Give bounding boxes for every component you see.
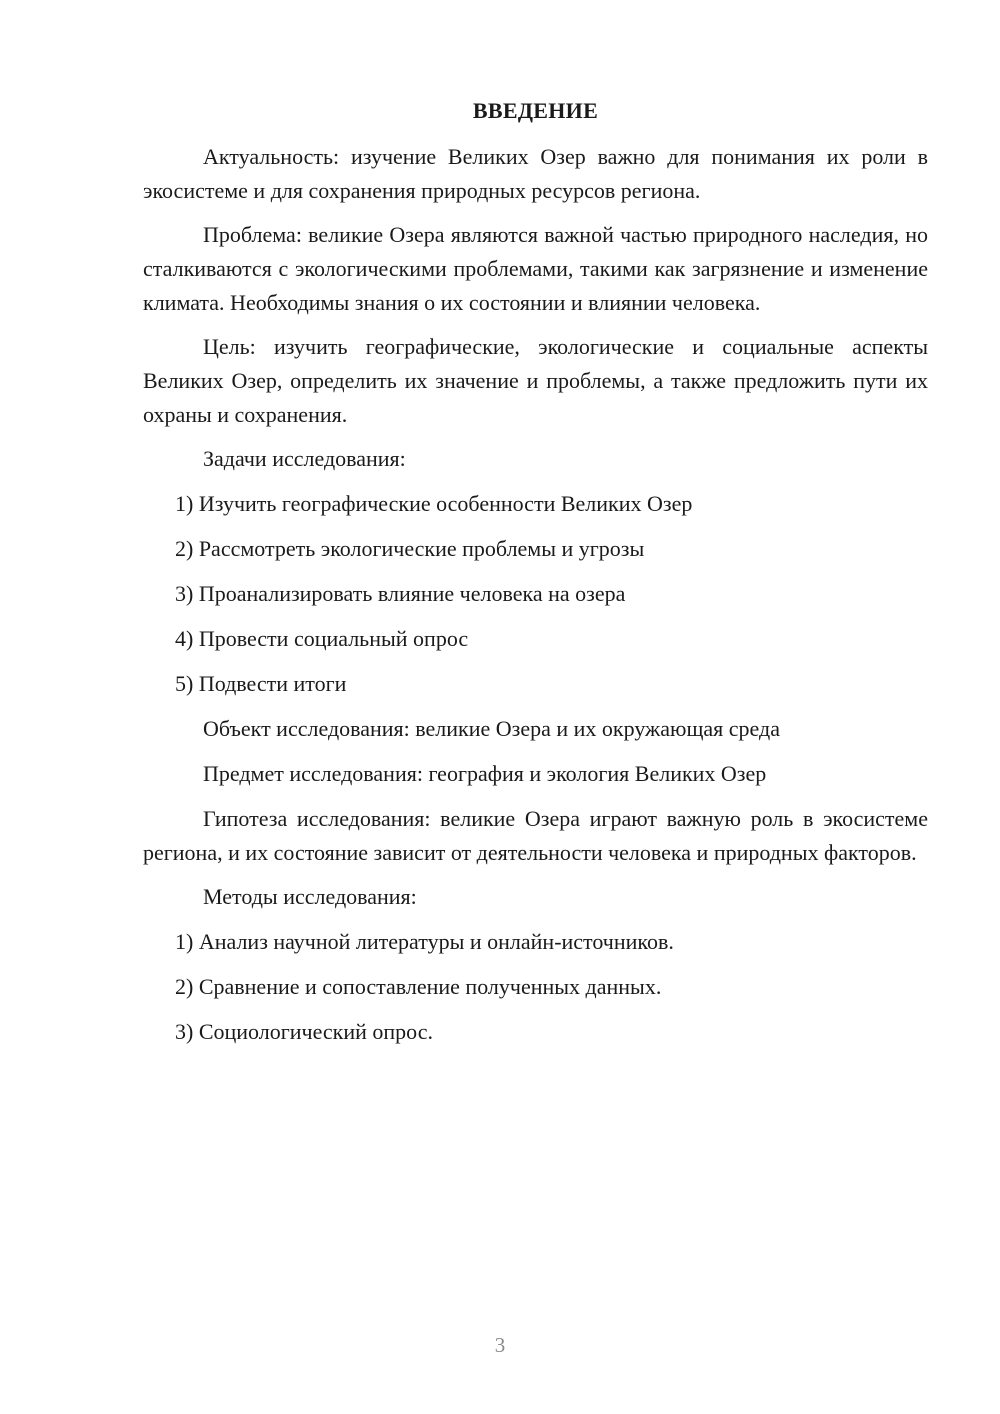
task-item: 2) Рассмотреть экологические проблемы и угрозы <box>175 536 645 561</box>
task-item: 4) Провести социальный опрос <box>175 626 469 651</box>
task-item: 3) Проанализировать влияние человека на озера <box>175 581 626 606</box>
research-subject: Предмет исследования: география и экология Великих Озер <box>203 761 767 786</box>
hypothesis-paragraph: Гипотеза исследования: великие Озера играют важную роль в экосистеме региона, и их состояние зависит от деятельности человека и природных факторов. <box>143 806 928 865</box>
tasks-list <box>143 487 928 701</box>
method-item: 1) Анализ научной литературы и онлайн-источников. <box>175 929 674 954</box>
task-item: 5) Подвести итоги <box>175 671 347 696</box>
document-body <box>143 96 928 1060</box>
section-title: ВВЕДЕНИЕ <box>472 98 599 123</box>
tasks-heading: Задачи исследования: <box>203 446 406 471</box>
problem-paragraph: Проблема: великие Озера являются важной частью природного наследия, но сталкиваются с экологическими проблемами, такими как загрязнение и изменение климата. Необходимы знания о их состоянии и влиянии человека. <box>143 222 928 315</box>
task-item: 1) Изучить географические особенности Великих Озер <box>175 491 693 516</box>
methods-list <box>143 925 928 1049</box>
goal-paragraph: Цель: изучить географические, экологические и социальные аспекты Великих Озер, определить их значение и проблемы, а также предложить пути их охраны и сохранения. <box>143 334 928 427</box>
research-object: Объект исследования: великие Озера и их окружающая среда <box>203 716 780 741</box>
relevance-paragraph: Актуальность: изучение Великих Озер важно для понимания их роли в экосистеме и для сохранения природных ресурсов региона. <box>143 144 928 203</box>
method-item: 2) Сравнение и сопоставление полученных данных. <box>175 974 662 999</box>
methods-heading: Методы исследования: <box>203 884 417 909</box>
page-number: 3 <box>494 1333 506 1357</box>
method-item: 3) Социологический опрос. <box>175 1019 433 1044</box>
